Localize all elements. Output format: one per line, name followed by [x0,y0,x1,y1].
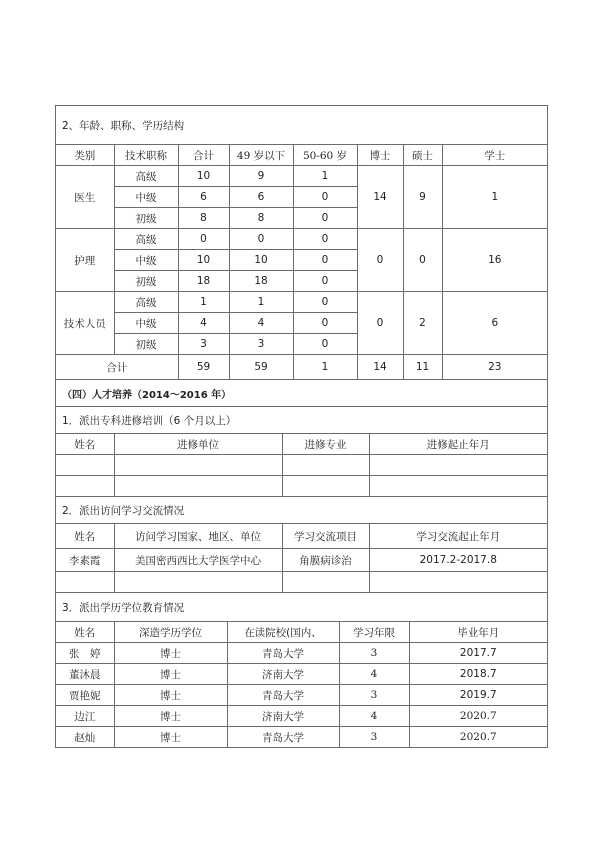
structure-table [56,105,547,407]
section-title: 2、年龄、职称、学历结构 [56,106,547,145]
master-cell: 2 [403,292,442,355]
doctorate-cell: 0 [357,229,403,292]
empty-cell [282,572,369,593]
training-table [56,406,547,497]
under49-cell: 8 [229,208,293,229]
col-header: 姓名 [56,622,114,643]
col-header: 博士 [357,145,403,166]
degree-years: 4 [339,706,409,727]
under49-cell: 9 [229,166,293,187]
title-cell: 中级 [114,250,178,271]
master-cell: 9 [403,166,442,229]
subsection-title: 1．派出专科进修培训（6 个月以上） [56,407,547,434]
col-header: 硕士 [403,145,442,166]
col-header: 姓名 [56,434,114,455]
col-header: 毕业年月 [409,622,547,643]
total-cell: 10 [178,166,229,187]
exchange-table [56,496,547,593]
title-cell: 高级 [114,229,178,250]
degree-school: 青岛大学 [227,685,339,706]
degree-name: 张 婷 [56,643,114,664]
section-title: （四）人才培养（2014～2016 年） [56,380,547,407]
age50-60-cell: 0 [293,292,357,313]
col-header: 50-60 岁 [293,145,357,166]
summary-total: 59 [178,355,229,380]
title-cell: 初级 [114,334,178,355]
col-header: 学习年限 [339,622,409,643]
summary-age50-60: 1 [293,355,357,380]
doctorate-cell: 14 [357,166,403,229]
degree-name: 边江 [56,706,114,727]
age50-60-cell: 0 [293,229,357,250]
empty-cell [56,455,114,476]
degree-type: 博士 [114,643,227,664]
summary-master: 11 [403,355,442,380]
summary-under49: 59 [229,355,293,380]
degree-type: 博士 [114,727,227,748]
total-cell: 4 [178,313,229,334]
col-header: 49 岁以下 [229,145,293,166]
empty-cell [369,455,547,476]
empty-cell [369,476,547,497]
bachelor-cell: 16 [442,229,547,292]
degree-school: 青岛大学 [227,643,339,664]
empty-cell [114,476,282,497]
under49-cell: 4 [229,313,293,334]
under49-cell: 3 [229,334,293,355]
total-cell: 18 [178,271,229,292]
degree-grad: 2020.7 [409,727,547,748]
subsection-title: 2．派出访问学习交流情况 [56,497,547,524]
degree-grad: 2019.7 [409,685,547,706]
category-cell: 技术人员 [56,292,114,355]
degree-name: 贾艳妮 [56,685,114,706]
degree-type: 博士 [114,706,227,727]
empty-cell [282,476,369,497]
title-cell: 初级 [114,271,178,292]
exchange-project: 角膜病诊治 [282,549,369,572]
under49-cell: 6 [229,187,293,208]
degree-type: 博士 [114,664,227,685]
age50-60-cell: 1 [293,166,357,187]
age50-60-cell: 0 [293,334,357,355]
col-header: 类别 [56,145,114,166]
title-cell: 高级 [114,166,178,187]
col-header: 学习交流项目 [282,524,369,549]
total-cell: 1 [178,292,229,313]
degree-school: 济南大学 [227,706,339,727]
master-cell: 0 [403,229,442,292]
degree-years: 3 [339,685,409,706]
summary-bachelor: 23 [442,355,547,380]
age50-60-cell: 0 [293,208,357,229]
doctorate-cell: 0 [357,292,403,355]
degree-years: 3 [339,643,409,664]
col-header: 技术职称 [114,145,178,166]
empty-cell [56,476,114,497]
staff-structure-form [55,105,548,748]
empty-cell [114,455,282,476]
total-cell: 0 [178,229,229,250]
title-cell: 初级 [114,208,178,229]
degree-type: 博士 [114,685,227,706]
summary-doctorate: 14 [357,355,403,380]
summary-label: 合计 [56,355,178,380]
subsection-title: 3．派出学历学位教育情况 [56,593,547,622]
under49-cell: 1 [229,292,293,313]
exchange-unit: 美国密西西比大学医学中心 [114,549,282,572]
col-header: 合计 [178,145,229,166]
title-cell: 高级 [114,292,178,313]
empty-cell [369,572,547,593]
title-cell: 中级 [114,187,178,208]
degree-table [56,592,547,748]
total-cell: 6 [178,187,229,208]
degree-school: 济南大学 [227,664,339,685]
empty-cell [282,455,369,476]
degree-years: 3 [339,727,409,748]
degree-name: 董沐晨 [56,664,114,685]
under49-cell: 0 [229,229,293,250]
degree-grad: 2017.7 [409,643,547,664]
empty-cell [56,572,114,593]
total-cell: 3 [178,334,229,355]
age50-60-cell: 0 [293,187,357,208]
col-header: 进修起止年月 [369,434,547,455]
degree-grad: 2018.7 [409,664,547,685]
bachelor-cell: 1 [442,166,547,229]
degree-school: 青岛大学 [227,727,339,748]
col-header: 深造学历学位 [114,622,227,643]
degree-grad: 2020.7 [409,706,547,727]
bachelor-cell: 6 [442,292,547,355]
col-header: 姓名 [56,524,114,549]
title-cell: 中级 [114,313,178,334]
under49-cell: 10 [229,250,293,271]
col-header: 进修单位 [114,434,282,455]
category-cell: 医生 [56,166,114,229]
col-header: 学习交流起止年月 [369,524,547,549]
degree-years: 4 [339,664,409,685]
col-header: 进修专业 [282,434,369,455]
total-cell: 10 [178,250,229,271]
age50-60-cell: 0 [293,313,357,334]
age50-60-cell: 0 [293,250,357,271]
under49-cell: 18 [229,271,293,292]
empty-cell [114,572,282,593]
col-header: 学士 [442,145,547,166]
col-header: 访问学习国家、地区、单位 [114,524,282,549]
exchange-name: 李素霞 [56,549,114,572]
age50-60-cell: 0 [293,271,357,292]
category-cell: 护理 [56,229,114,292]
col-header: 在读院校(国内、 [227,622,339,643]
exchange-period: 2017.2-2017.8 [369,549,547,572]
degree-name: 赵灿 [56,727,114,748]
total-cell: 8 [178,208,229,229]
